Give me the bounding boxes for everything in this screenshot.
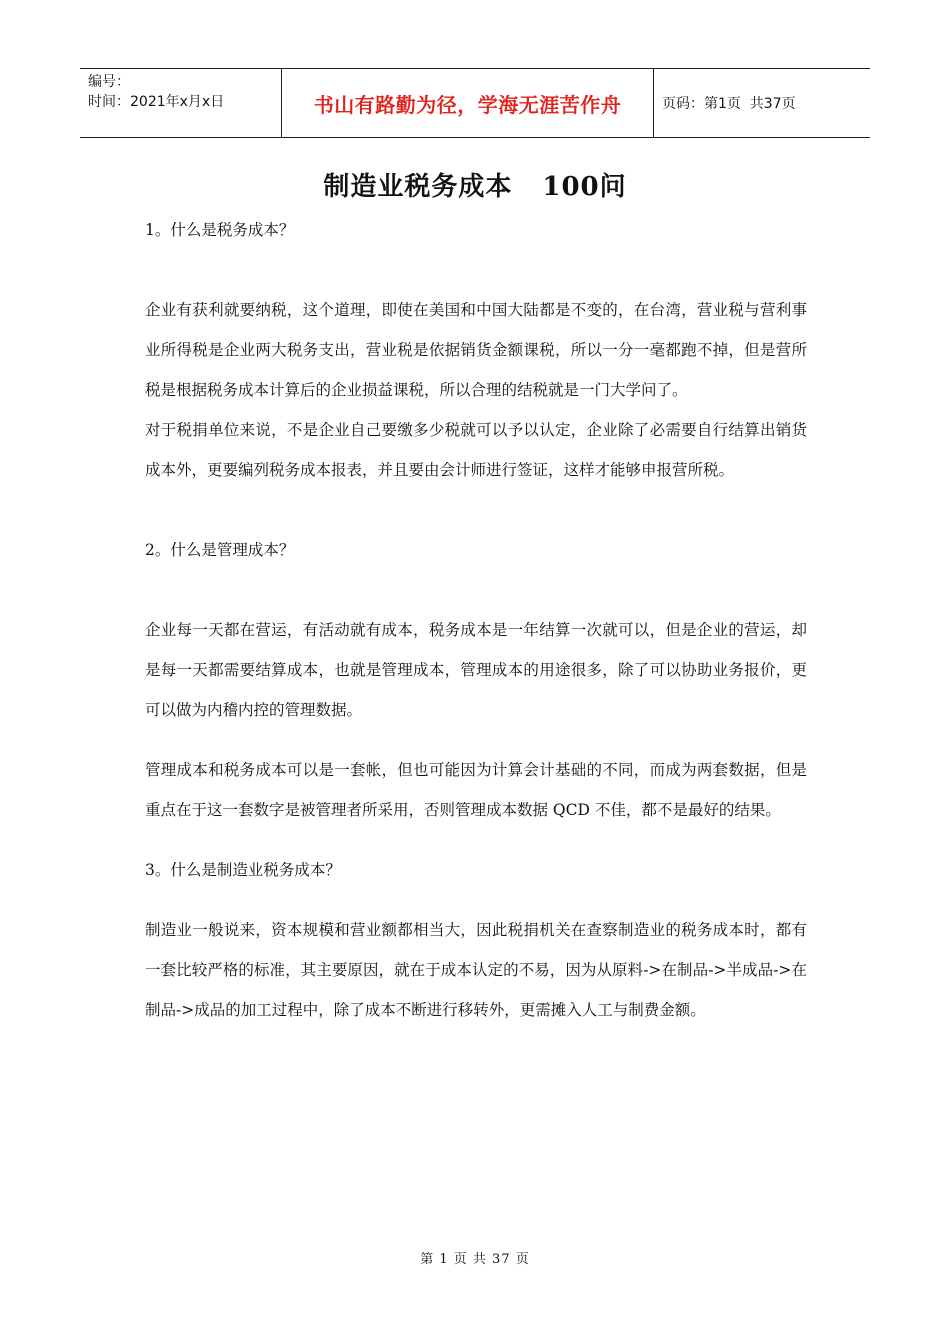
serial-number-label: 编号： <box>88 74 130 90</box>
footer-page-number: 第 1 页 共 37 页 <box>420 1252 530 1267</box>
question-heading: 3。什么是制造业税务成本？ <box>145 861 341 879</box>
title-main: 制造业税务成本 <box>323 172 513 202</box>
document-header <box>80 68 870 138</box>
page-footer <box>0 1248 950 1267</box>
paragraph: 管理成本和税务成本可以是一套帐，但也可能因为计算会计基础的不同，而成为两套数据，但是重点在于这一套数字是被管理者所采用，否则管理成本数据 QCD 不佳，都不是最好的结果。 <box>145 761 807 819</box>
header-meta-cell <box>80 69 282 137</box>
page-info-text: 页码：第1页 共37页 <box>662 96 796 112</box>
title-suffix: 100问 <box>542 172 627 202</box>
date-label: 时间：2021年x月x日 <box>88 94 225 110</box>
document-title <box>0 166 950 203</box>
paragraph: 对于税捐单位来说，不是企业自己要缴多少税就可以予以认定，企业除了必需要自行结算出销货成本外，更要编列税务成本报表，并且要由会计师进行签证，这样才能够申报营所税。 <box>145 421 807 479</box>
document-body <box>145 210 807 1030</box>
motto-text: 书山有路勤为径，学海无涯苦作舟 <box>313 92 622 117</box>
paragraph: 企业每一天都在营运，有活动就有成本，税务成本是一年结算一次就可以，但是企业的营运，却是每一天都需要结算成本，也就是管理成本，管理成本的用途很多，除了可以协助业务报价，更可以做为内稽内控的管理数据。 <box>145 621 807 719</box>
question-heading: 2。什么是管理成本？ <box>145 541 295 559</box>
header-motto-cell <box>282 69 654 137</box>
question-heading: 1。什么是税务成本？ <box>145 221 295 239</box>
header-page-cell <box>654 69 870 137</box>
paragraph: 制造业一般说来，资本规模和营业额都相当大，因此税捐机关在查察制造业的税务成本时，都有一套比较严格的标准，其主要原因，就在于成本认定的不易，因为从原料->在制品->半成品->在制品->成品的加工过程中，除了成本不断进行移转外，更需摊入人工与制费金额。 <box>145 921 807 1019</box>
paragraph: 企业有获利就要纳税，这个道理，即使在美国和中国大陆都是不变的，在台湾，营业税与营利事业所得税是企业两大税务支出，营业税是依据销货金额课税，所以一分一毫都跑不掉，但是营所税是根据税务成本计算后的企业损益课税，所以合理的结税就是一门大学问了。 <box>145 301 807 399</box>
